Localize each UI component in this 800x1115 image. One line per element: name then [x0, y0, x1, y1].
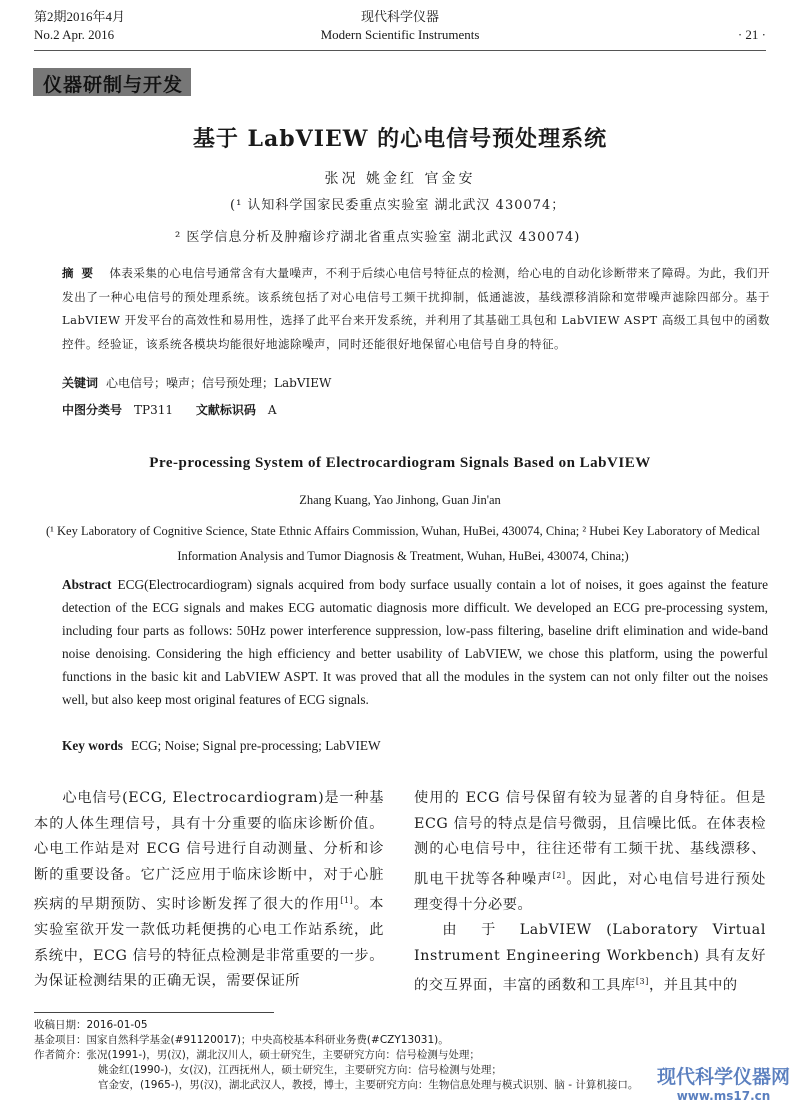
site-watermark: [657, 1062, 790, 1103]
paper-title-en: Pre-processing System of Electrocardiogram Signals Based on LabVIEW: [149, 455, 651, 471]
page-number: · 21 ·: [737, 27, 766, 42]
watermark-url: www.ms17.cn: [676, 1089, 771, 1103]
body-text: 。因此，对心电信号进行预处理变得十分必要。: [414, 871, 766, 913]
keywords-cn-label: 关键词: [62, 376, 99, 390]
keywords-en-text: ECG; Noise; Signal pre-processing; LabVIEW: [130, 738, 381, 753]
issue-en: No.2 Apr. 2016: [34, 27, 115, 42]
paper-title: 基于 LabVIEW 的心电信号预处理系统: [192, 126, 608, 152]
body-column-right: [414, 786, 766, 999]
authors-en: Zhang Kuang, Yao Jinhong, Guan Jin'an: [299, 493, 501, 507]
journal-en: Modern Scientific Instruments: [320, 27, 480, 42]
classification: [62, 401, 277, 418]
body-text: 由 于 LabVIEW (Laboratory Virtual Instrument Engineering Workbench) 具有友好的交互界面，丰富的函数和工具库: [414, 922, 766, 994]
abstract-en-text: ECG(Electrocardiogram) signals acquired from body surface usually contain a lot of noises, it goes against the feature detection of the ECG signals and makes ECG automatic diagnosis more difficult. We developed an ECG pre-processing system, including four parts as follows: 50Hz power interference suppression, low-pass filtering, baseline drift elimination and wide-band noise denoising. Considering the high efficiency and better usability of LabVIEW, we chose this platform, using the powerful functions in the basic kit and LabVIEW ASPT. It was proved that all the modules in the system can not only filter out the noises well, but also keep most original features of ECG signals.: [62, 577, 768, 707]
keywords-cn: [62, 374, 331, 391]
author-bio: 官金安，(1965-)，男(汉)，湖北武汉人，教授，博士，主要研究方向：生物信息处理与模式识别、脑 - 计算机接口。: [98, 1079, 639, 1091]
keywords-en: [62, 738, 381, 754]
body-paragraph: [34, 786, 384, 995]
authors: 张况 姚金红 官金安: [324, 171, 476, 187]
citation-ref[interactable]: [1]: [340, 896, 354, 905]
journal-cn: 现代科学仪器: [360, 9, 439, 24]
doc-code-value: A: [267, 403, 277, 417]
affiliations-en: (¹ Key Laboratory of Cognitive Science, State Ethnic Affairs Commission, Wuhan, HuBei, 430074, China; ² Hubei Key Laboratory of Medical Information Analysis and Tumor Diagnosis & Treatment, Wuhan, HuBei, 430074, China;): [45, 524, 761, 563]
body-text: 。本实验室欲开发一款低功耗便携的心电工作站系统，此系统中，ECG 信号的特征点检测是非常重要的一步。为保证检测结果的正确无误，需要保证所: [34, 896, 384, 990]
abstract-en: [62, 573, 768, 711]
affiliation-1: (¹ 认知科学国家民委重点实验室 湖北武汉 430074；: [230, 198, 566, 213]
abstract-cn: [62, 262, 770, 356]
body-column-left: [34, 786, 384, 995]
citation-ref[interactable]: [2]: [552, 870, 566, 880]
keywords-cn-text: 心电信号；噪声；信号预处理；LabVIEW: [106, 376, 332, 390]
citation-ref[interactable]: [3]: [635, 977, 649, 987]
clc-label: 中图分类号: [62, 403, 123, 417]
clc-value: TP311: [134, 403, 173, 417]
body-text: 心电信号(ECG, Electrocardiogram)是一种基本的人体生理信号，具有十分重要的临床诊断价值。心电工作站是对 ECG 信号进行自动测量、分析和诊断的重要设备。它广泛应用于临床诊断中，对于心脏疾病的早期预防、实时诊断发挥了很大的作用: [34, 790, 384, 913]
keywords-en-label: Key words: [62, 738, 123, 753]
author-bio: 姚金红(1990-)，女(汉)，江西抚州人，硕士研究生，主要研究方向：信号检测与处理；: [98, 1064, 502, 1076]
fund-info: 基金项目：国家自然科学基金(#91120017)；中央高校基本科研业务费(#CZY13031)。: [34, 1034, 449, 1046]
doc-code-label: 文献标识码: [195, 403, 256, 417]
header-divider: [34, 50, 766, 51]
body-text: 使用的 ECG 信号保留有较为显著的自身特征。但是 ECG 信号的特点是信号微弱，且信噪比低。在体表检测的心电信号中，往往还带有工频干扰、基线漂移、肌电干扰等各种噪声: [414, 790, 766, 888]
footnotes: [34, 1018, 638, 1093]
watermark-text: 现代科学仪器网: [656, 1066, 790, 1088]
section-banner: [33, 68, 191, 96]
journal-name: [0, 8, 800, 44]
abstract-en-label: Abstract: [62, 577, 112, 592]
section-label: 仪器研制与开发: [43, 74, 184, 96]
abstract-cn-text: 体表采集的心电信号通常含有大量噪声，不利于后续心电信号特征点的检测，给心电的自动化诊断带来了障碍。为此，我们开发出了一种心电信号的预处理系统。该系统包括了对心电信号工频干扰抑制，低通滤波，基线漂移消除和宽带噪声滤除四部分。基于 LabVIEW 开发平台的高效性和易用性，选择了此平台来开发系统，并利用了其基础工具包和 LabVIEW ASPT 高级工具包中的函数控件。经验证，该系统各模块均能很好地滤除噪声，同时还能很好地保留心电信号自身的特征。: [62, 266, 771, 351]
body-paragraph: [414, 918, 766, 999]
author-bio: 作者简介：张况(1991-)，男(汉)，湖北汉川人，硕士研究生，主要研究方向：信号检测与处理；: [34, 1049, 480, 1061]
abstract-cn-label: 摘要: [62, 266, 102, 280]
body-paragraph: [414, 786, 766, 918]
body-text: ，并且其中的: [648, 977, 738, 994]
footnote-divider: [34, 1012, 274, 1013]
received-date: 收稿日期：2016-01-05: [34, 1019, 148, 1031]
affiliation-2: ² 医学信息分析及肿瘤诊疗湖北省重点实验室 湖北武汉 430074): [175, 230, 581, 245]
issue-cn: 第2期2016年4月: [34, 9, 126, 24]
